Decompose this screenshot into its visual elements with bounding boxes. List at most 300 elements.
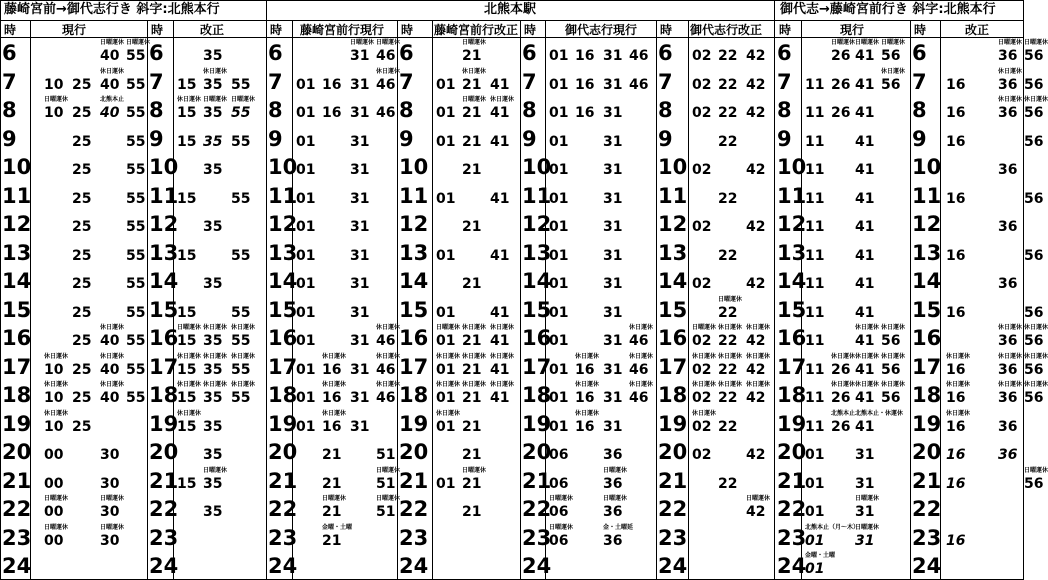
minute-cell: 15: [177, 475, 197, 492]
minute-note: 休日運休: [44, 352, 69, 360]
hour-cell: 13: [2, 240, 32, 265]
minute-note: 休日運休: [177, 96, 202, 103]
hour-cell: 24: [912, 554, 942, 578]
minute-cell: 42: [746, 361, 766, 378]
hour-cell: 9: [2, 126, 17, 151]
column-header: 藤崎宮前行現行: [300, 23, 385, 37]
hour-header: 時: [4, 23, 17, 37]
minute-cell: 25: [72, 276, 92, 292]
minute-cell: 10: [44, 105, 64, 121]
minute-cell: 56: [1024, 247, 1044, 264]
hour-cell: 6: [268, 41, 283, 65]
hour-cell: 11: [2, 183, 32, 208]
hour-cell: 11: [149, 183, 179, 208]
hour-cell: 10: [777, 155, 807, 179]
hour-cell: 14: [658, 269, 688, 293]
minute-cell: 16: [322, 418, 342, 435]
minute-note: 休日運休: [629, 352, 654, 360]
hour-cell: 24: [522, 554, 552, 578]
hour-cell: 12: [2, 212, 32, 236]
hour-cell: 10: [912, 155, 942, 179]
minute-note: 日曜運休: [376, 495, 401, 502]
minute-note: 日曜運休: [462, 466, 487, 474]
minute-cell: 11: [805, 133, 825, 150]
hour-cell: 17: [777, 354, 807, 379]
minute-cell: 01: [436, 304, 456, 321]
minute-cell: 36: [998, 219, 1018, 235]
minute-cell: 16: [575, 361, 595, 378]
minute-note: 日曜運休: [1024, 466, 1048, 474]
minute-cell: 25: [72, 247, 92, 264]
hour-cell: 9: [522, 126, 537, 151]
minute-note: 日曜運休: [603, 466, 628, 474]
hour-cell: 18: [912, 383, 942, 407]
hour-cell: 19: [399, 411, 429, 436]
hour-cell: 16: [522, 326, 552, 350]
minute-cell: 21: [462, 333, 482, 349]
minute-cell: 16: [322, 105, 342, 121]
hour-cell: 17: [399, 354, 429, 379]
minute-cell: 56: [1024, 105, 1044, 121]
minute-cell: 01: [436, 333, 456, 349]
hour-cell: 23: [522, 525, 552, 550]
minute-cell: 56: [1024, 190, 1044, 207]
hour-cell: 12: [777, 212, 807, 236]
minute-cell: 46: [376, 361, 396, 378]
minute-cell: 01: [549, 133, 569, 150]
hour-cell: 10: [522, 155, 552, 179]
minute-note: 休日運休: [998, 67, 1023, 75]
minute-cell: 31: [603, 219, 623, 235]
minute-cell: 42: [746, 390, 766, 406]
minute-note: 休日運休: [44, 381, 69, 388]
minute-note: 日曜運休: [831, 39, 856, 46]
hour-cell: 6: [399, 41, 414, 65]
hour-cell: 22: [912, 497, 942, 521]
minute-note: 休日運休: [177, 409, 202, 417]
minute-note: 休日運休: [376, 324, 401, 331]
minute-note: 日曜運休: [376, 466, 401, 474]
minute-cell: 31: [603, 76, 623, 93]
minute-cell: 02: [692, 418, 712, 435]
minute-cell: 31: [855, 532, 875, 549]
minute-cell: 56: [1024, 475, 1044, 492]
minute-cell: 31: [350, 219, 370, 235]
minute-cell: 42: [746, 76, 766, 93]
hour-cell: 19: [658, 411, 688, 436]
hour-cell: 12: [658, 212, 688, 236]
minute-note: 北熊本止（月～木）: [805, 523, 860, 531]
minute-note: 休日運休: [177, 381, 202, 388]
minute-cell: 36: [998, 48, 1018, 64]
minute-cell: 55: [231, 190, 251, 207]
section-title-miyoshi: 御代志→藤崎宮前行き 斜字:北熊本行: [780, 2, 996, 17]
hour-header: 時: [401, 23, 414, 37]
minute-cell: 10: [44, 418, 64, 435]
minute-cell: 11: [805, 247, 825, 264]
hour-cell: 21: [912, 468, 942, 493]
minute-cell: 16: [322, 76, 342, 93]
hour-cell: 9: [777, 126, 792, 151]
minute-cell: 22: [718, 76, 738, 93]
minute-cell: 01: [436, 361, 456, 378]
minute-cell: 31: [350, 105, 370, 121]
minute-cell: 30: [100, 532, 120, 549]
minute-note: 休日運休: [575, 409, 600, 417]
minute-cell: 35: [203, 418, 223, 435]
hour-cell: 21: [268, 468, 298, 493]
minute-cell: 22: [718, 418, 738, 435]
minute-cell: 30: [100, 504, 120, 520]
minute-cell: 01: [296, 304, 316, 321]
minute-cell: 11: [805, 390, 825, 406]
hour-cell: 16: [2, 326, 32, 350]
minute-note: 日曜運休: [1024, 39, 1048, 46]
hour-cell: 11: [522, 183, 552, 208]
minute-cell: 36: [603, 475, 623, 492]
minute-note: 休日運休: [231, 324, 256, 331]
minute-cell: 51: [376, 447, 396, 463]
minute-note: 休日運休: [376, 67, 401, 75]
minute-cell: 02: [692, 219, 712, 235]
minute-cell: 55: [126, 105, 146, 121]
minute-note: 日曜運休: [462, 96, 487, 103]
minute-cell: 01: [296, 162, 316, 178]
hour-cell: 22: [149, 497, 179, 521]
minute-cell: 25: [72, 304, 92, 321]
minute-note: 休日運休: [203, 352, 228, 360]
minute-cell: 36: [998, 361, 1018, 378]
minute-cell: 31: [350, 390, 370, 406]
minute-note: 日曜運休: [203, 96, 228, 103]
hour-cell: 16: [149, 326, 179, 350]
minute-cell: 22: [718, 361, 738, 378]
hour-cell: 19: [522, 411, 552, 436]
hour-cell: 15: [912, 297, 942, 322]
minute-cell: 11: [805, 190, 825, 207]
minute-cell: 35: [203, 105, 223, 121]
hour-cell: 13: [399, 240, 429, 265]
minute-cell: 21: [462, 447, 482, 463]
minute-cell: 16: [575, 76, 595, 93]
minute-note: 休日運休: [998, 352, 1023, 360]
hour-cell: 8: [149, 98, 164, 122]
minute-cell: 15: [177, 190, 197, 207]
minute-cell: 55: [126, 276, 146, 292]
hour-cell: 23: [912, 525, 942, 550]
minute-cell: 41: [855, 361, 875, 378]
minute-cell: 55: [126, 133, 146, 150]
minute-cell: 21: [322, 504, 342, 520]
minute-note: 休日運休: [881, 381, 906, 388]
minute-cell: 16: [946, 247, 966, 264]
minute-cell: 46: [376, 390, 396, 406]
minute-cell: 16: [322, 361, 342, 378]
minute-note: 休日運休: [998, 96, 1023, 103]
hour-cell: 20: [268, 440, 298, 464]
hour-cell: 12: [399, 212, 429, 236]
minute-cell: 01: [296, 219, 316, 235]
minute-note: 休日運休: [203, 324, 228, 331]
minute-cell: 22: [718, 190, 738, 207]
hour-cell: 20: [912, 440, 942, 464]
minute-cell: 35: [203, 48, 223, 64]
hour-cell: 24: [658, 554, 688, 578]
minute-cell: 56: [1024, 76, 1044, 93]
minute-cell: 36: [603, 504, 623, 520]
hour-cell: 8: [522, 98, 537, 122]
minute-cell: 35: [203, 162, 223, 178]
minute-cell: 21: [462, 105, 482, 121]
minute-cell: 41: [490, 76, 510, 93]
minute-cell: 42: [746, 504, 766, 520]
minute-cell: 46: [376, 48, 396, 64]
hour-cell: 10: [658, 155, 688, 179]
hour-cell: 15: [268, 297, 298, 322]
minute-note: 休日運休: [946, 409, 971, 417]
hour-cell: 9: [149, 126, 164, 151]
hour-cell: 21: [522, 468, 552, 493]
minute-cell: 02: [692, 447, 712, 463]
minute-note: 日曜運休: [126, 39, 151, 46]
minute-note: 休日運休: [575, 352, 600, 360]
minute-note: 日曜運休: [44, 495, 69, 502]
minute-cell: 31: [855, 475, 875, 492]
hour-cell: 20: [777, 440, 807, 464]
minute-cell: 21: [322, 447, 342, 463]
minute-note: 休日運休: [100, 381, 125, 388]
minute-cell: 31: [603, 247, 623, 264]
minute-cell: 35: [203, 361, 223, 378]
minute-note: 休日運休: [946, 381, 971, 388]
hour-cell: 24: [399, 554, 429, 578]
minute-cell: 41: [855, 133, 875, 150]
minute-cell: 56: [1024, 333, 1044, 349]
minute-note: 日曜運休: [462, 39, 487, 46]
hour-cell: 21: [399, 468, 429, 493]
minute-cell: 55: [126, 48, 146, 64]
minute-note: 休日運休: [1024, 96, 1048, 103]
hour-cell: 6: [777, 41, 792, 65]
hour-cell: 13: [912, 240, 942, 265]
minute-cell: 21: [322, 532, 342, 549]
hour-cell: 13: [658, 240, 688, 265]
hour-cell: 19: [149, 411, 179, 436]
minute-note: 日曜運休: [549, 523, 574, 531]
minute-cell: 31: [855, 504, 875, 520]
hour-cell: 7: [912, 69, 927, 94]
hour-cell: 6: [2, 41, 17, 65]
hour-cell: 16: [399, 326, 429, 350]
hour-cell: 7: [149, 69, 164, 94]
minute-cell: 25: [72, 76, 92, 93]
minute-cell: 46: [629, 390, 649, 406]
minute-cell: 42: [746, 162, 766, 178]
minute-cell: 25: [72, 219, 92, 235]
minute-cell: 26: [831, 361, 851, 378]
minute-note: 休日運休: [629, 324, 654, 331]
hour-cell: 10: [2, 155, 32, 179]
minute-cell: 21: [462, 390, 482, 406]
hour-cell: 6: [149, 41, 164, 65]
minute-cell: 16: [946, 390, 966, 406]
hour-cell: 7: [399, 69, 414, 94]
minute-cell: 36: [998, 390, 1018, 406]
minute-cell: 22: [718, 247, 738, 264]
hour-cell: 11: [658, 183, 688, 208]
minute-cell: 06: [549, 504, 569, 520]
hour-cell: 23: [2, 525, 32, 550]
minute-cell: 36: [998, 447, 1018, 463]
minute-note: 休日運休: [322, 381, 347, 388]
minute-cell: 25: [72, 333, 92, 349]
minute-cell: 55: [231, 247, 251, 264]
hour-header: 時: [151, 23, 164, 37]
minute-cell: 51: [376, 504, 396, 520]
hour-cell: 10: [149, 155, 179, 179]
hour-cell: 14: [399, 269, 429, 293]
minute-cell: 36: [998, 76, 1018, 93]
minute-cell: 30: [100, 475, 120, 492]
minute-cell: 01: [296, 333, 316, 349]
column-header: 改正: [200, 23, 225, 37]
hour-cell: 24: [268, 554, 298, 578]
minute-note: 休日運休: [575, 381, 600, 388]
minute-cell: 35: [203, 447, 223, 463]
minute-cell: 31: [603, 390, 623, 406]
minute-note: 日曜運休: [692, 324, 717, 331]
hour-cell: 14: [149, 269, 179, 293]
minute-cell: 22: [718, 48, 738, 64]
minute-cell: 42: [746, 333, 766, 349]
minute-note: 北熊本止: [100, 96, 125, 103]
hour-cell: 13: [777, 240, 807, 265]
minute-cell: 55: [126, 304, 146, 321]
minute-cell: 25: [72, 162, 92, 178]
minute-cell: 31: [350, 162, 370, 178]
hour-cell: 14: [777, 269, 807, 293]
minute-cell: 46: [629, 76, 649, 93]
minute-cell: 01: [805, 561, 825, 577]
minute-note: 日曜運休: [855, 495, 880, 502]
minute-note: 日曜運休: [100, 495, 125, 502]
minute-cell: 21: [462, 418, 482, 435]
section-title-fujisakigu: 藤崎宮前→御代志行き 斜字:北熊本行: [4, 2, 220, 17]
hour-cell: 19: [777, 411, 807, 436]
minute-cell: 36: [998, 418, 1018, 435]
hour-cell: 16: [912, 326, 942, 350]
minute-note: 休日運休: [998, 381, 1023, 388]
minute-cell: 22: [718, 390, 738, 406]
minute-note: 休日運休: [462, 352, 487, 360]
minute-cell: 01: [296, 247, 316, 264]
minute-cell: 16: [946, 532, 966, 549]
hour-cell: 14: [2, 269, 32, 293]
minute-note: 休日運休: [231, 381, 256, 388]
minute-cell: 55: [126, 390, 146, 406]
minute-note: 日曜運休: [881, 39, 906, 46]
hour-cell: 12: [268, 212, 298, 236]
hour-cell: 14: [522, 269, 552, 293]
hour-cell: 15: [2, 297, 32, 322]
minute-cell: 41: [855, 76, 875, 93]
minute-cell: 42: [746, 48, 766, 64]
minute-note: 休日運休: [692, 381, 717, 388]
minute-note: 北熊本止・休運休: [855, 409, 904, 417]
minute-cell: 41: [855, 333, 875, 349]
minute-cell: 16: [946, 133, 966, 150]
minute-cell: 25: [72, 361, 92, 378]
minute-cell: 01: [805, 532, 825, 549]
minute-note: 休日運休: [44, 409, 69, 417]
hour-cell: 9: [268, 126, 283, 151]
column-header: 御代志行現行: [565, 23, 638, 37]
hour-cell: 24: [777, 554, 807, 578]
minute-cell: 56: [1024, 361, 1044, 378]
hour-cell: 18: [149, 383, 179, 407]
hour-cell: 8: [777, 98, 792, 122]
minute-note: 休日運休: [436, 352, 461, 360]
hour-cell: 11: [777, 183, 807, 208]
minute-cell: 15: [177, 361, 197, 378]
minute-cell: 02: [692, 276, 712, 292]
hour-cell: 7: [522, 69, 537, 94]
hour-cell: 11: [268, 183, 298, 208]
minute-cell: 01: [436, 190, 456, 207]
column-header: 現行: [62, 23, 87, 37]
minute-cell: 35: [203, 276, 223, 292]
minute-cell: 31: [350, 418, 370, 435]
minute-cell: 31: [603, 304, 623, 321]
minute-cell: 30: [100, 447, 120, 463]
minute-cell: 22: [718, 133, 738, 150]
minute-cell: 31: [350, 133, 370, 150]
minute-cell: 55: [126, 190, 146, 207]
minute-cell: 31: [603, 333, 623, 349]
minute-cell: 41: [490, 190, 510, 207]
minute-cell: 55: [126, 247, 146, 264]
minute-note: 休日運休: [881, 67, 906, 75]
hour-cell: 20: [149, 440, 179, 464]
minute-cell: 16: [575, 390, 595, 406]
minute-cell: 16: [946, 447, 966, 463]
hour-cell: 23: [777, 525, 807, 550]
hour-cell: 15: [522, 297, 552, 322]
minute-cell: 16: [946, 304, 966, 321]
minute-cell: 16: [946, 76, 966, 93]
minute-cell: 41: [855, 48, 875, 64]
minute-cell: 35: [203, 333, 223, 349]
minute-note: 休日運休: [462, 324, 487, 331]
minute-cell: 35: [203, 219, 223, 235]
minute-cell: 16: [322, 390, 342, 406]
minute-note: 日曜運休: [718, 295, 743, 303]
minute-note: 金・土曜延: [603, 523, 634, 531]
minute-cell: 31: [603, 133, 623, 150]
minute-cell: 16: [575, 48, 595, 64]
minute-note: 休日運休: [746, 324, 771, 331]
hour-cell: 17: [2, 354, 32, 379]
hour-cell: 19: [268, 411, 298, 436]
minute-cell: 51: [376, 475, 396, 492]
minute-note: 休日運休: [462, 67, 487, 75]
hour-cell: 23: [268, 525, 298, 550]
hour-cell: 19: [912, 411, 942, 436]
minute-note: 休日運休: [203, 67, 228, 75]
hour-cell: 19: [2, 411, 32, 436]
minute-note: 休日運休: [1024, 352, 1048, 360]
minute-note: 休日運休: [718, 324, 743, 331]
